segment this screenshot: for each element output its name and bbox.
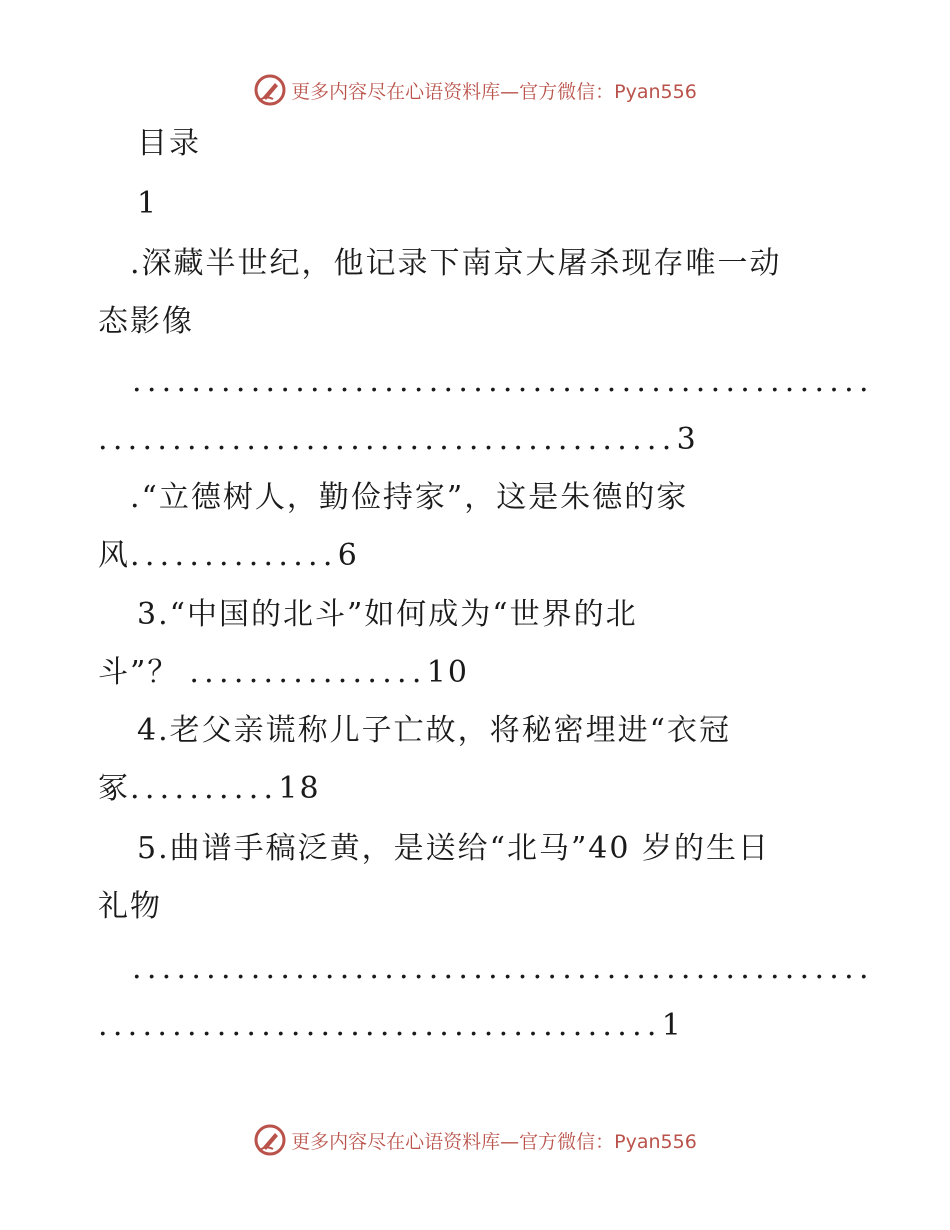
- toc-entry-1-leader-row: [98, 422, 698, 458]
- toc-entry-4-title-cont[interactable]: 冢: [98, 771, 130, 806]
- toc-entry-3-title-cont[interactable]: 斗”？: [98, 655, 180, 690]
- toc-entry-5-page[interactable]: 1: [661, 1008, 683, 1043]
- header-banner: [0, 70, 950, 110]
- toc-entry-3-page[interactable]: 10: [426, 655, 469, 690]
- toc-entry-4-title[interactable]: 4.老父亲谎称儿子亡故，将秘密埋进“衣冠: [137, 713, 731, 748]
- toc-title: 目录: [137, 126, 201, 161]
- toc-entry-1-leader: ..................................................: [132, 364, 874, 399]
- toc-entry-3-leader: ................: [189, 655, 427, 690]
- footer-banner: [0, 1120, 950, 1160]
- toc-entry-5-leader: ..................................................: [132, 951, 874, 986]
- pen-logo-icon: [253, 73, 287, 107]
- toc-entry-5-leader-row: [98, 1008, 683, 1044]
- toc-entry-2-title-cont[interactable]: 风: [98, 538, 130, 573]
- toc-entry-3-title[interactable]: 3.“中国的北斗”如何成为“世界的北: [137, 597, 638, 632]
- toc-entry-4-row: [98, 771, 321, 807]
- banner-text: 更多内容尽在心语资料库—官方微信：Pyan556: [291, 1130, 697, 1153]
- toc-entry-4-page[interactable]: 18: [278, 771, 321, 806]
- toc-entry-2-row: [98, 538, 359, 574]
- toc-entry-5-title[interactable]: 5.曲谱手稿泛黄，是送给“北马”40 岁的生日: [137, 831, 771, 866]
- toc-entry-2-page[interactable]: 6: [337, 538, 359, 573]
- toc-entry-1-title[interactable]: .深藏半世纪，他记录下南京大屠杀现存唯一动: [130, 246, 782, 281]
- toc-entry-4-leader: ..........: [130, 771, 279, 806]
- toc-entry-1-title-cont[interactable]: 态影像: [98, 304, 194, 339]
- toc-entry-2-leader: ..............: [130, 538, 338, 573]
- toc-entry-3-row: [98, 655, 469, 691]
- toc-entry-1-leader-2: .......................................: [98, 422, 677, 457]
- toc-entry-1-page[interactable]: 3: [676, 422, 698, 457]
- banner-text: 更多内容尽在心语资料库—官方微信：Pyan556: [291, 80, 697, 103]
- toc-entry-5-leader-2: ......................................: [98, 1008, 662, 1043]
- toc-entry-5-title-cont[interactable]: 礼物: [98, 889, 162, 924]
- pen-logo-icon: [253, 1123, 287, 1157]
- toc-entry-2-title[interactable]: .“立德树人，勤俭持家”，这是朱德的家: [130, 480, 689, 515]
- toc-entry-1-number: 1: [137, 186, 159, 221]
